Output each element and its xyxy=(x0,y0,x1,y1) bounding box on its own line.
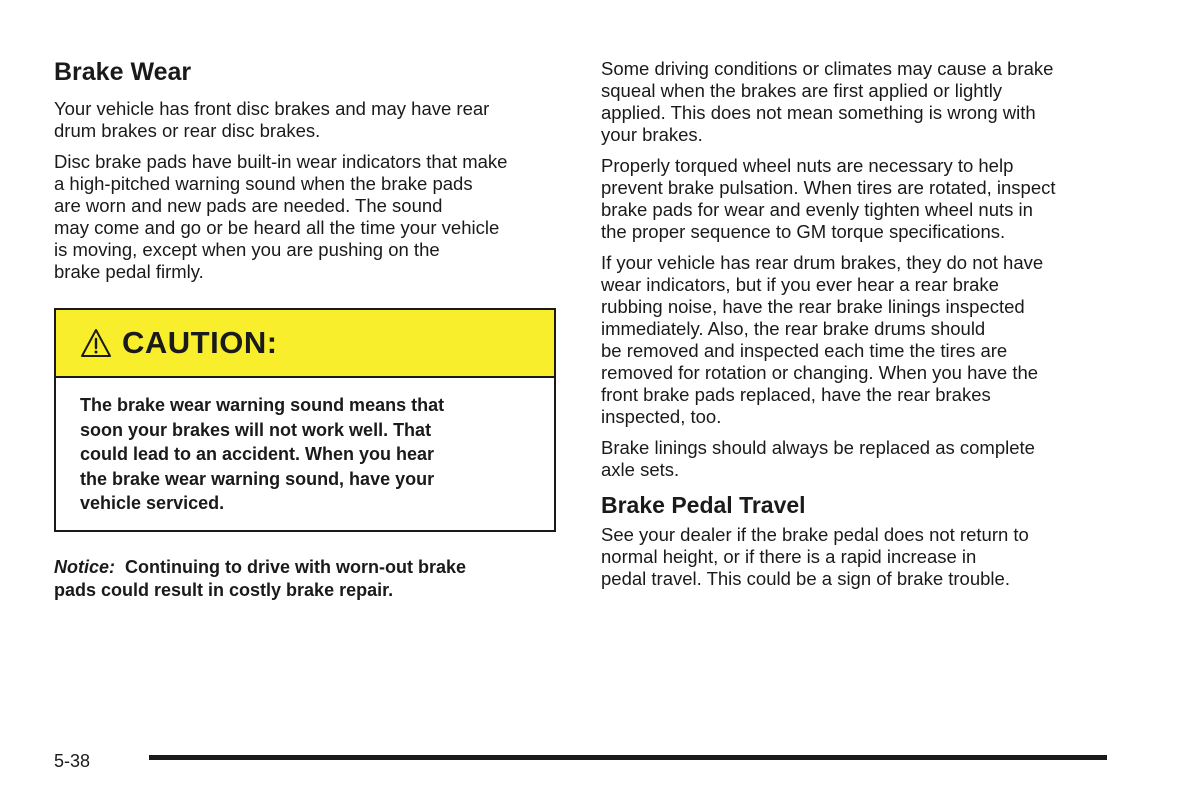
page-number: 5-38 xyxy=(54,751,91,771)
footer-rule xyxy=(149,755,1107,760)
notice-label: Notice: xyxy=(54,557,116,577)
left-column xyxy=(54,56,560,292)
right-column xyxy=(601,58,1121,599)
notice-text: Continuing to drive with worn-out brake pads could result in costly brake repair. xyxy=(54,557,466,600)
brake-wear-paragraph-2: Disc brake pads have built-in wear indicators that make a high-pitched warning sound when the brake pads are worn and new pads are needed. The sound may come and go or be heard all the time your vehicle is moving, except when you are pushing on the brake pedal firmly. xyxy=(54,151,508,282)
brake-wear-heading: Brake Wear xyxy=(54,58,192,86)
caution-header xyxy=(56,310,554,378)
notice-block xyxy=(54,556,560,602)
brake-wear-paragraph-1: Your vehicle has front disc brakes and may have rear drum brakes or rear disc brakes. xyxy=(54,98,490,141)
right-paragraph-5: See your dealer if the brake pedal does not return to normal height, or if there is a rapid increase in pedal travel. This could be a sign of brake trouble. xyxy=(601,524,1029,589)
warning-triangle-icon xyxy=(80,328,112,358)
right-paragraph-2: Properly torqued wheel nuts are necessary to help prevent brake pulsation. When tires are rotated, inspect brake pads for wear and evenly tighten wheel nuts in the proper sequence to GM torque specifications. xyxy=(601,155,1056,242)
right-paragraph-3: If your vehicle has rear drum brakes, they do not have wear indicators, but if you ever hear a rear brake rubbing noise, have the rear brake linings inspected immediately. Also, the rear brake drums should be removed and inspected each time the tires are removed for rotation or changing. When you have the front brake pads replaced, have the rear brakes inspected, too. xyxy=(601,252,1044,427)
caution-text: The brake wear warning sound means that soon your brakes will not work well. That could lead to an accident. When you hear the brake wear warning sound, have your vehicle serviced. xyxy=(80,395,445,513)
caution-title: CAUTION: xyxy=(122,325,278,360)
caution-box xyxy=(54,308,556,532)
right-paragraph-4: Brake linings should always be replaced as complete axle sets. xyxy=(601,437,1035,480)
right-paragraph-1: Some driving conditions or climates may cause a brake squeal when the brakes are first applied or lightly applied. This does not mean something is wrong with your brakes. xyxy=(601,58,1054,145)
brake-pedal-travel-heading: Brake Pedal Travel xyxy=(601,492,806,518)
